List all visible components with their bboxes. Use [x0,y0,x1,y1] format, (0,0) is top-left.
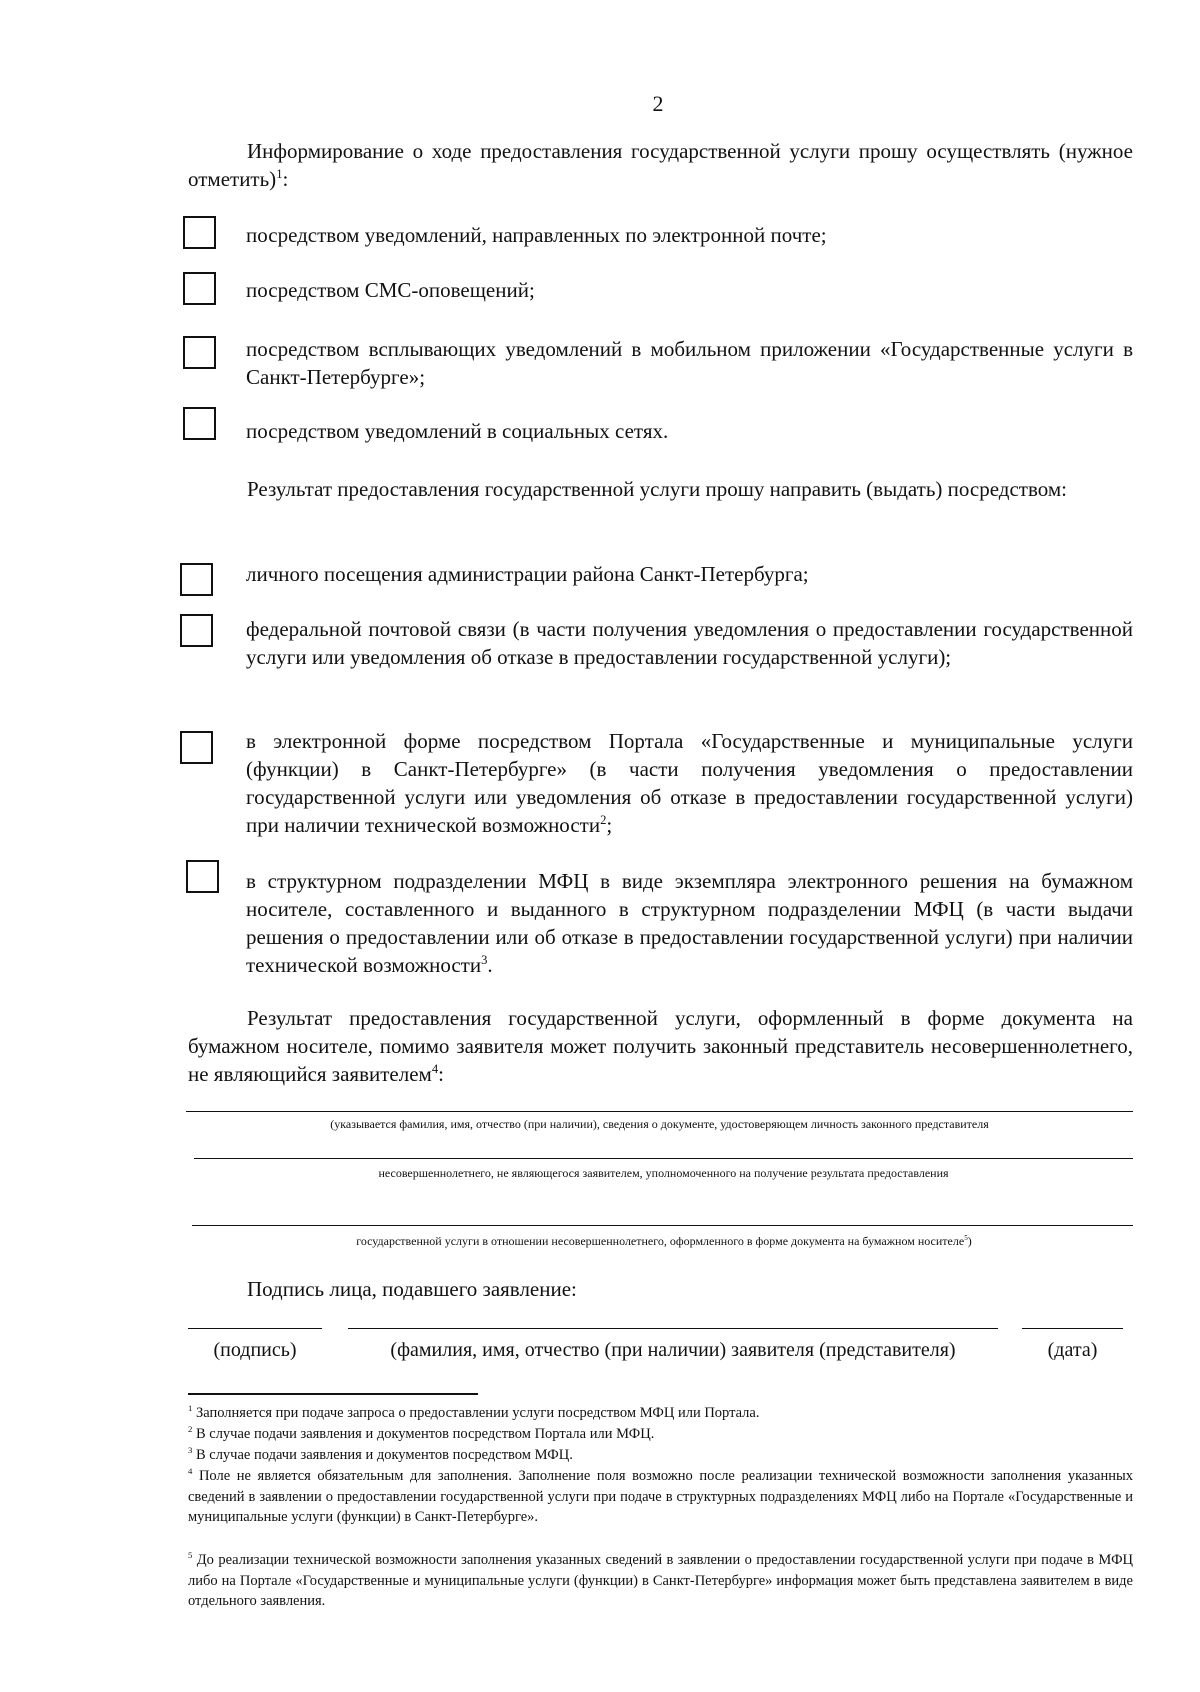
name-line[interactable] [348,1328,998,1329]
option-mfc [246,867,1133,979]
option-personal-visit [246,560,1133,588]
checkbox-post[interactable] [180,614,213,647]
checkbox-email[interactable] [183,216,216,249]
representative-caption-3-text: государственной услуги в отношении несовершеннолетнего, оформленного в форме документа на бумажном носителе [356,1234,965,1248]
footnote-4-text: Поле не является обязательным для заполнения. Заполнение поля возможно после реализации технической возможности заполнения указанных сведений в заявлении о предоставлении государственной услуги при подаче в структурных подразделениях МФЦ либо на Портале «Государственные и муниципальные услуги (функции) в Санкт-Петербурге». [188,1468,1134,1525]
footnote-1-mark: 1 [188,1403,193,1414]
footnote-ref-3: 3 [481,953,488,967]
option-portal [246,727,1133,839]
option-email: посредством уведомлений, направленных по электронной почте; [246,223,827,247]
date-line[interactable] [1022,1328,1123,1329]
checkbox-social[interactable] [183,407,216,440]
date-label: (дата) [1047,1339,1098,1361]
footnote-ref-2: 2 [600,813,607,827]
checkbox-sms[interactable] [183,272,216,305]
option-portal-tail: ; [606,813,613,837]
option-portal-text: в электронной форме посредством Портала «Государственные и муниципальные услуги (функции) в Санкт-Петербурге» (в части получения уведомления о предоставлении государственной услуги или уведомления об отказе в предоставлении государственной услуги) при наличии технической возможности [246,729,1133,837]
footnote-5-text: До реализации технической возможности заполнения указанных сведений в заявлении о предоставлении государственной услуги при подаче в МФЦ либо на Портале «Государственные и муниципальные услуги (функции) в Санкт-Петербурге» информация может быть представлена заявителем в виде отдельного заявления. [188,1552,1134,1609]
representative-text: Результат предоставления государственной услуги, оформленный в форме документа на бумажном носителе, помимо заявителя может получить законный представитель несовершеннолетнего, не являющийся заявителем [188,1006,1133,1086]
option-push: посредством всплывающих уведомлений в мобильном приложении «Государственные услуги в Санкт-Петербурге»; [246,337,1133,389]
option-mfc-tail: . [487,953,493,977]
page-number: 2 [652,91,664,116]
footnote-3-text: В случае подачи заявления и документов посредством МФЦ. [195,1447,573,1463]
footnote-1 [188,1403,1133,1423]
option-mfc-text: в структурном подразделении МФЦ в виде экземпляра электронного решения на бумажном носителе, составленного и выданного в структурном подразделении МФЦ (в части выдачи решения о предоставлении или об отказе в предоставлении государственной услуги) при наличии технической возможности [246,869,1133,977]
footnote-separator [188,1393,478,1395]
option-social: посредством уведомлений в социальных сетях. [246,419,669,443]
option-personal-visit-text: личного посещения администрации района Санкт-Петербурга; [246,562,809,586]
footnote-5-mark: 5 [188,1550,193,1561]
footnote-5 [188,1550,1133,1612]
signature-line[interactable] [188,1328,322,1329]
footnote-4-mark: 4 [188,1466,193,1477]
representative-line-2[interactable] [194,1158,1133,1159]
footnote-2 [188,1424,1133,1444]
footnote-3 [188,1445,1133,1465]
representative-caption-3 [192,1234,1136,1248]
checkbox-personal-visit[interactable] [180,563,213,596]
footnote-2-mark: 2 [188,1424,193,1435]
option-post-text: федеральной почтовой связи (в части получения уведомления о предоставлении государственной услуги или уведомления об отказе в предоставлении государственной услуги); [246,617,1133,669]
result-paragraph: Результат предоставления государственной услуги прошу направить (выдать) посредством: [247,477,1067,501]
representative-caption-2: несовершеннолетнего, не являющегося заявителем, уполномоченного на получение результата предоставления [378,1166,949,1180]
informing-paragraph [188,137,1133,193]
checkbox-push[interactable] [183,336,216,369]
footnote-ref-5: 5 [964,1234,968,1242]
option-post [246,615,1133,671]
footnote-3-mark: 3 [188,1445,193,1456]
representative-line-3[interactable] [192,1225,1133,1226]
footnote-1-text: Заполняется при подаче запроса о предоставлении услуги посредством МФЦ или Портала. [195,1405,760,1421]
representative-caption-1: (указывается фамилия, имя, отчество (при наличии), сведения о документе, удостоверяющем личность законного представителя [330,1117,989,1131]
footnote-ref-1: 1 [276,167,283,181]
informing-tail: : [282,167,289,191]
signature-label: (подпись) [213,1339,297,1361]
footnote-4 [188,1466,1133,1528]
name-label: (фамилия, имя, отчество (при наличии) заявителя (представителя) [390,1339,956,1361]
footnote-2-text: В случае подачи заявления и документов посредством Портала или МФЦ. [195,1426,655,1442]
representative-line-1[interactable] [186,1111,1133,1112]
option-sms: посредством СМС-оповещений; [246,278,535,302]
representative-tail: : [438,1062,444,1086]
informing-text: Информирование о ходе предоставления государственной услуги прошу осуществлять (нужное отметить) [188,139,1133,191]
representative-caption-3-tail: ) [967,1234,972,1248]
representative-paragraph [188,1004,1133,1088]
signature-heading: Подпись лица, подавшего заявление: [247,1277,577,1301]
checkbox-mfc[interactable] [186,860,219,893]
checkbox-portal[interactable] [180,731,213,764]
footnote-ref-4: 4 [431,1062,439,1076]
